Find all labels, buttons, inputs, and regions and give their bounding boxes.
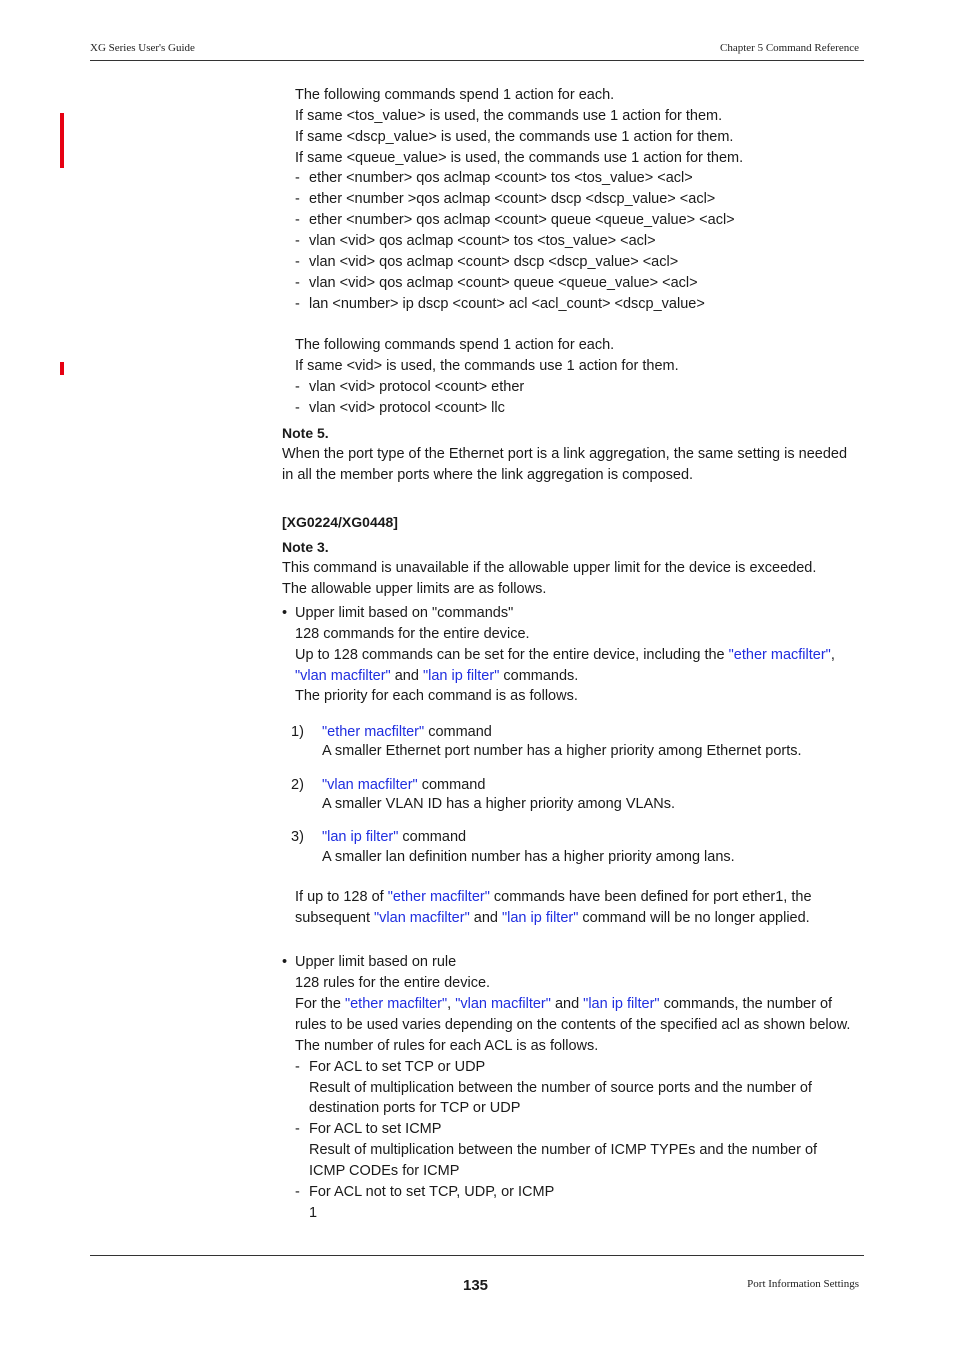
dash-marker: - (295, 1121, 300, 1137)
acl-item-label: For ACL to set TCP or UDP (309, 1059, 486, 1075)
command-item: vlan <vid> qos aclmap <count> queue <queue_value> <acl> (309, 275, 698, 291)
footer-rule (90, 1255, 864, 1256)
command-item: ether <number> qos aclmap <count> queue <queue_value> <acl> (309, 212, 735, 228)
header-rule (90, 60, 864, 61)
note-5-title: Note 5. (282, 425, 329, 441)
command-item: vlan <vid> qos aclmap <count> tos <tos_value> <acl> (309, 233, 656, 249)
text-span: , (447, 996, 456, 1012)
text-span: command will be no longer applied. (578, 910, 810, 926)
bullet-marker: • (282, 954, 288, 970)
bullet-marker: • (282, 605, 288, 621)
body-line: The following commands spend 1 action for each. (295, 337, 615, 353)
text-span: command (424, 724, 492, 740)
note-5-line: When the port type of the Ethernet port is a link aggregation, the same setting is needed (282, 446, 848, 462)
text-span: subsequent (295, 910, 375, 926)
body-line: If same <queue_value> is used, the commands use 1 action for them. (295, 150, 744, 166)
page-number: 135 (463, 1277, 489, 1294)
dash-marker: - (295, 400, 300, 416)
acl-item-label: For ACL to set ICMP (309, 1121, 442, 1137)
text-span: commands, the number of (659, 996, 833, 1012)
dash-marker: - (295, 212, 300, 228)
body-line: The priority for each command is as follows. (295, 688, 578, 704)
command-item: lan <number> ip dscp <count> acl <acl_count> <dscp_value> (309, 296, 705, 312)
acl-item-desc: 1 (309, 1205, 318, 1221)
body-line: If same <tos_value> is used, the commands use 1 action for them. (295, 108, 723, 124)
dash-marker: - (295, 254, 300, 270)
acl-item-desc: Result of multiplication between the number of source ports and the number of (309, 1080, 812, 1096)
body-line: rules to be used varies depending on the contents of the specified acl as shown below. (295, 1017, 851, 1033)
footer-section-title: Port Information Settings (747, 1278, 859, 1290)
command-item: vlan <vid> protocol <count> llc (309, 400, 505, 416)
text-span: If up to 128 of (295, 889, 388, 905)
acl-item-desc: destination ports for TCP or UDP (309, 1100, 521, 1116)
body-line: 128 rules for the entire device. (295, 975, 491, 991)
command-item: vlan <vid> protocol <count> ether (309, 379, 525, 395)
acl-item-label: For ACL not to set TCP, UDP, or ICMP (309, 1184, 555, 1200)
body-line (295, 645, 835, 666)
lan-ip-filter-link[interactable]: "lan ip filter" (322, 829, 399, 845)
priority-desc: A smaller VLAN ID has a higher priority among VLANs. (322, 796, 675, 812)
body-line (295, 994, 832, 1015)
priority-item (322, 827, 466, 848)
priority-desc: A smaller lan definition number has a higher priority among lans. (322, 849, 735, 865)
priority-desc: A smaller Ethernet port number has a higher priority among Ethernet ports. (322, 743, 802, 759)
dash-marker: - (295, 379, 300, 395)
lan-ip-filter-link[interactable]: "lan ip filter" (422, 668, 500, 684)
body-line: If same <dscp_value> is used, the commands use 1 action for them. (295, 129, 734, 145)
text-span: commands. (499, 668, 579, 684)
dash-marker: - (295, 1059, 300, 1075)
command-item: ether <number> qos aclmap <count> tos <tos_value> <acl> (309, 170, 693, 186)
note-3-line: This command is unavailable if the allowable upper limit for the device is exceeded. (282, 560, 817, 576)
priority-number: 3) (291, 829, 304, 845)
note-5-line: in all the member ports where the link aggregation is composed. (282, 467, 694, 483)
command-item: vlan <vid> qos aclmap <count> dscp <dscp_value> <acl> (309, 254, 679, 270)
command-item: ether <number >qos aclmap <count> dscp <dscp_value> <acl> (309, 191, 716, 207)
vlan-macfilter-link[interactable]: "vlan macfilter" (295, 668, 391, 684)
dash-marker: - (295, 296, 300, 312)
priority-number: 2) (291, 777, 304, 793)
acl-item-desc: Result of multiplication between the number of ICMP TYPEs and the number of (309, 1142, 818, 1158)
text-span: and (550, 996, 584, 1012)
lan-ip-filter-link[interactable]: "lan ip filter" (501, 910, 579, 926)
vlan-macfilter-link[interactable]: "vlan macfilter" (322, 777, 418, 793)
ether-macfilter-link[interactable]: "ether macfilter" (344, 996, 448, 1012)
priority-number: 1) (291, 724, 304, 740)
text-span: and (469, 910, 502, 926)
dash-marker: - (295, 275, 300, 291)
acl-item-desc: ICMP CODEs for ICMP (309, 1163, 460, 1179)
vlan-macfilter-link[interactable]: "vlan macfilter" (455, 996, 551, 1012)
text-span: commands have been defined for port ether1, the (489, 889, 812, 905)
ether-macfilter-link[interactable]: "ether macfilter" (387, 889, 490, 905)
model-heading: [XG0224/XG0448] (282, 514, 398, 530)
change-bar (60, 113, 64, 168)
note-3-line: The allowable upper limits are as follows. (282, 581, 547, 597)
dash-marker: - (295, 170, 300, 186)
body-line: 128 commands for the entire device. (295, 626, 530, 642)
dash-marker: - (295, 1184, 300, 1200)
dash-marker: - (295, 191, 300, 207)
text-span: Up to 128 commands can be set for the entire device, including the (295, 647, 729, 663)
lan-ip-filter-link[interactable]: "lan ip filter" (583, 996, 660, 1012)
text-span: and (390, 668, 423, 684)
dash-marker: - (295, 233, 300, 249)
header-chapter-title: Chapter 5 Command Reference (720, 42, 859, 54)
note-3-title: Note 3. (282, 539, 329, 555)
body-line: The following commands spend 1 action for each. (295, 87, 615, 103)
body-line: The number of rules for each ACL is as follows. (295, 1038, 599, 1054)
body-line (295, 666, 578, 687)
body-line (295, 887, 812, 908)
text-span: command (417, 777, 486, 793)
ether-macfilter-link[interactable]: "ether macfilter" (728, 647, 831, 663)
rule-limit-title: Upper limit based on rule (295, 954, 457, 970)
vlan-macfilter-link[interactable]: "vlan macfilter" (374, 910, 470, 926)
text-span: , (830, 647, 835, 663)
header-guide-title: XG Series User's Guide (90, 42, 195, 54)
body-line (295, 908, 810, 929)
change-bar (60, 362, 64, 375)
commands-limit-title: Upper limit based on "commands" (295, 605, 514, 621)
ether-macfilter-link[interactable]: "ether macfilter" (322, 724, 425, 740)
text-span: For the (295, 996, 345, 1012)
priority-item (322, 775, 485, 796)
body-line: If same <vid> is used, the commands use 1 action for them. (295, 358, 679, 374)
text-span: command (398, 829, 467, 845)
priority-item (322, 722, 492, 743)
